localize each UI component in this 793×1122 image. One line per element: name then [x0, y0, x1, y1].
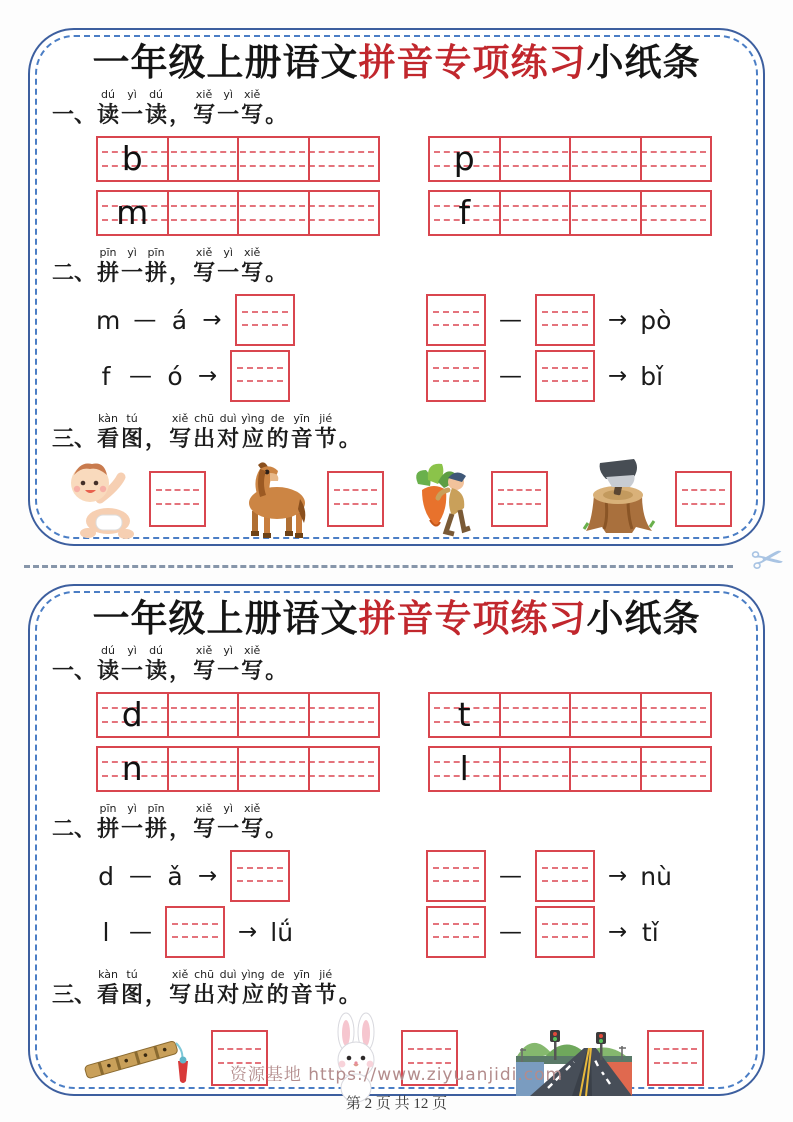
- axe-stump-image: [576, 457, 662, 541]
- title-part-red: 拼音专项练习: [358, 599, 587, 640]
- radish-image: [412, 456, 478, 542]
- final: á: [171, 305, 188, 335]
- final: ó: [167, 361, 183, 391]
- section-number: 一、: [52, 658, 97, 683]
- dash-symbol: —: [133, 307, 157, 333]
- answer-box: [426, 906, 486, 958]
- spell-row: [426, 848, 743, 904]
- section-number: 三、: [52, 426, 97, 451]
- arrow-symbol: →: [198, 363, 218, 389]
- initial: d: [98, 861, 114, 891]
- answer-box: [235, 294, 295, 346]
- answer-box: [327, 471, 384, 527]
- heading-chars: kàn 看 tú 图 ， xiě 写 chū 出 duì 对 yìng 应 de 的 yīn 音 jié 节 。: [97, 968, 361, 1007]
- dash-symbol: —: [499, 307, 522, 333]
- dash-symbol: —: [129, 363, 152, 389]
- spell-row: [426, 348, 743, 404]
- syllable-result: lǘ: [270, 917, 294, 947]
- grid-letter: m: [116, 193, 149, 232]
- answer-box: [149, 471, 206, 527]
- initial: m: [96, 305, 121, 335]
- strip-title: [50, 42, 743, 86]
- syllable-result: bǐ: [640, 361, 664, 391]
- dash-symbol: —: [129, 863, 152, 889]
- fourline-grid-f: [428, 190, 712, 236]
- letter-grid-row-1: [96, 692, 743, 738]
- fourline-grid-d: [96, 692, 380, 738]
- spell-row: [96, 848, 426, 904]
- syllable-result: nù: [640, 861, 672, 891]
- strip-title: [50, 598, 743, 642]
- grid-letter: b: [121, 139, 143, 178]
- initial: l: [102, 917, 110, 947]
- letter-grid-row-2: [96, 746, 743, 792]
- horse-image: [234, 459, 314, 539]
- grid-letter: d: [121, 695, 143, 734]
- dash-symbol: —: [499, 919, 522, 945]
- section-number: 二、: [52, 260, 97, 285]
- dash-symbol: —: [499, 363, 522, 389]
- picture-item: [576, 457, 732, 541]
- heading-chars: kàn 看 tú 图 ， xiě 写 chū 出 duì 对 yìng 应 de 的 yīn 音 jié 节 。: [97, 412, 361, 451]
- grid-letter: f: [458, 193, 471, 232]
- picture-item: [412, 456, 548, 542]
- title-part-red: 拼音专项练习: [358, 43, 587, 84]
- answer-box: [165, 906, 225, 958]
- answer-box: [535, 294, 595, 346]
- answer-box: [675, 471, 732, 527]
- fourline-grid-t: [428, 692, 712, 738]
- dash-symbol: —: [499, 863, 522, 889]
- syllable-result: tǐ: [641, 917, 659, 947]
- answer-box: [535, 850, 595, 902]
- arrow-symbol: →: [608, 863, 628, 889]
- picture-item: [234, 459, 384, 539]
- grid-letter: l: [459, 749, 469, 788]
- spell-row: [96, 292, 426, 348]
- letter-grid-row-1: [96, 136, 743, 182]
- answer-box: [491, 471, 548, 527]
- rabbit-image: [324, 1012, 388, 1104]
- worksheet-strip-1: [28, 28, 765, 546]
- spell-row: [426, 292, 743, 348]
- arrow-symbol: →: [608, 363, 628, 389]
- dash-symbol: —: [129, 919, 152, 945]
- grid-letter: t: [457, 695, 471, 734]
- baby-image: [66, 457, 136, 541]
- final: ǎ: [167, 861, 183, 891]
- section-three-heading: [52, 968, 743, 1010]
- cut-line: [24, 565, 733, 568]
- answer-box: [426, 350, 486, 402]
- spell-row: [426, 904, 743, 960]
- grid-letter: n: [121, 749, 143, 788]
- picture-item: [66, 457, 206, 541]
- section-one-heading: [52, 644, 743, 686]
- section-number: 三、: [52, 982, 97, 1007]
- section-two-heading: [52, 802, 743, 844]
- title-part-black2: 小纸条: [586, 599, 701, 640]
- answer-box: [535, 350, 595, 402]
- title-part-black1: 一年级上册语文: [92, 43, 359, 84]
- scissors-icon: ✂: [748, 534, 789, 586]
- spell-row: [96, 904, 426, 960]
- letter-grid-row-2: [96, 190, 743, 236]
- spelling-exercise: [96, 292, 743, 404]
- section-number: 二、: [52, 816, 97, 841]
- arrow-symbol: →: [608, 307, 628, 333]
- road-image: [514, 1018, 634, 1098]
- answer-box: [230, 350, 290, 402]
- heading-chars: pīn 拼 yì 一 pīn 拼 ， xiě 写 yì 一 xiě 写 。: [97, 802, 288, 841]
- picture-item: [514, 1018, 704, 1098]
- spell-row: [96, 348, 426, 404]
- title-part-black1: 一年级上册语文: [92, 599, 359, 640]
- answer-box: [230, 850, 290, 902]
- section-number: 一、: [52, 102, 97, 127]
- heading-chars: dú 读 yì 一 dú 读 ， xiě 写 yì 一 xiě 写 。: [97, 644, 288, 683]
- fourline-grid-p: [428, 136, 712, 182]
- fourline-grid-l: [428, 746, 712, 792]
- arrow-symbol: →: [198, 863, 218, 889]
- answer-box: [535, 906, 595, 958]
- page-number: 第 2 页 共 12 页: [345, 1096, 448, 1112]
- grid-letter: p: [453, 139, 475, 178]
- fourline-grid-b: [96, 136, 380, 182]
- arrow-symbol: →: [202, 307, 222, 333]
- answer-box: [426, 294, 486, 346]
- fourline-grid-m: [96, 190, 380, 236]
- heading-chars: pīn 拼 yì 一 pīn 拼 ， xiě 写 yì 一 xiě 写 。: [97, 246, 288, 285]
- section-one-heading: [52, 88, 743, 130]
- picture-exercise: [66, 456, 743, 542]
- arrow-symbol: →: [238, 919, 258, 945]
- section-two-heading: [52, 246, 743, 288]
- watermark-text: 资源基地 https://www.ziyuanjidi.com: [229, 1065, 564, 1085]
- picture-exercise: [80, 1012, 743, 1104]
- fourline-grid-n: [96, 746, 380, 792]
- syllable-result: pò: [640, 305, 672, 335]
- worksheet-strip-2: [28, 584, 765, 1096]
- initial: f: [101, 361, 111, 391]
- answer-box: [426, 850, 486, 902]
- title-part-black2: 小纸条: [586, 43, 701, 84]
- picture-item: [324, 1012, 458, 1104]
- heading-chars: dú 读 yì 一 dú 读 ， xiě 写 yì 一 xiě 写 。: [97, 88, 288, 127]
- spelling-exercise: [96, 848, 743, 960]
- arrow-symbol: →: [608, 919, 628, 945]
- section-three-heading: [52, 412, 743, 454]
